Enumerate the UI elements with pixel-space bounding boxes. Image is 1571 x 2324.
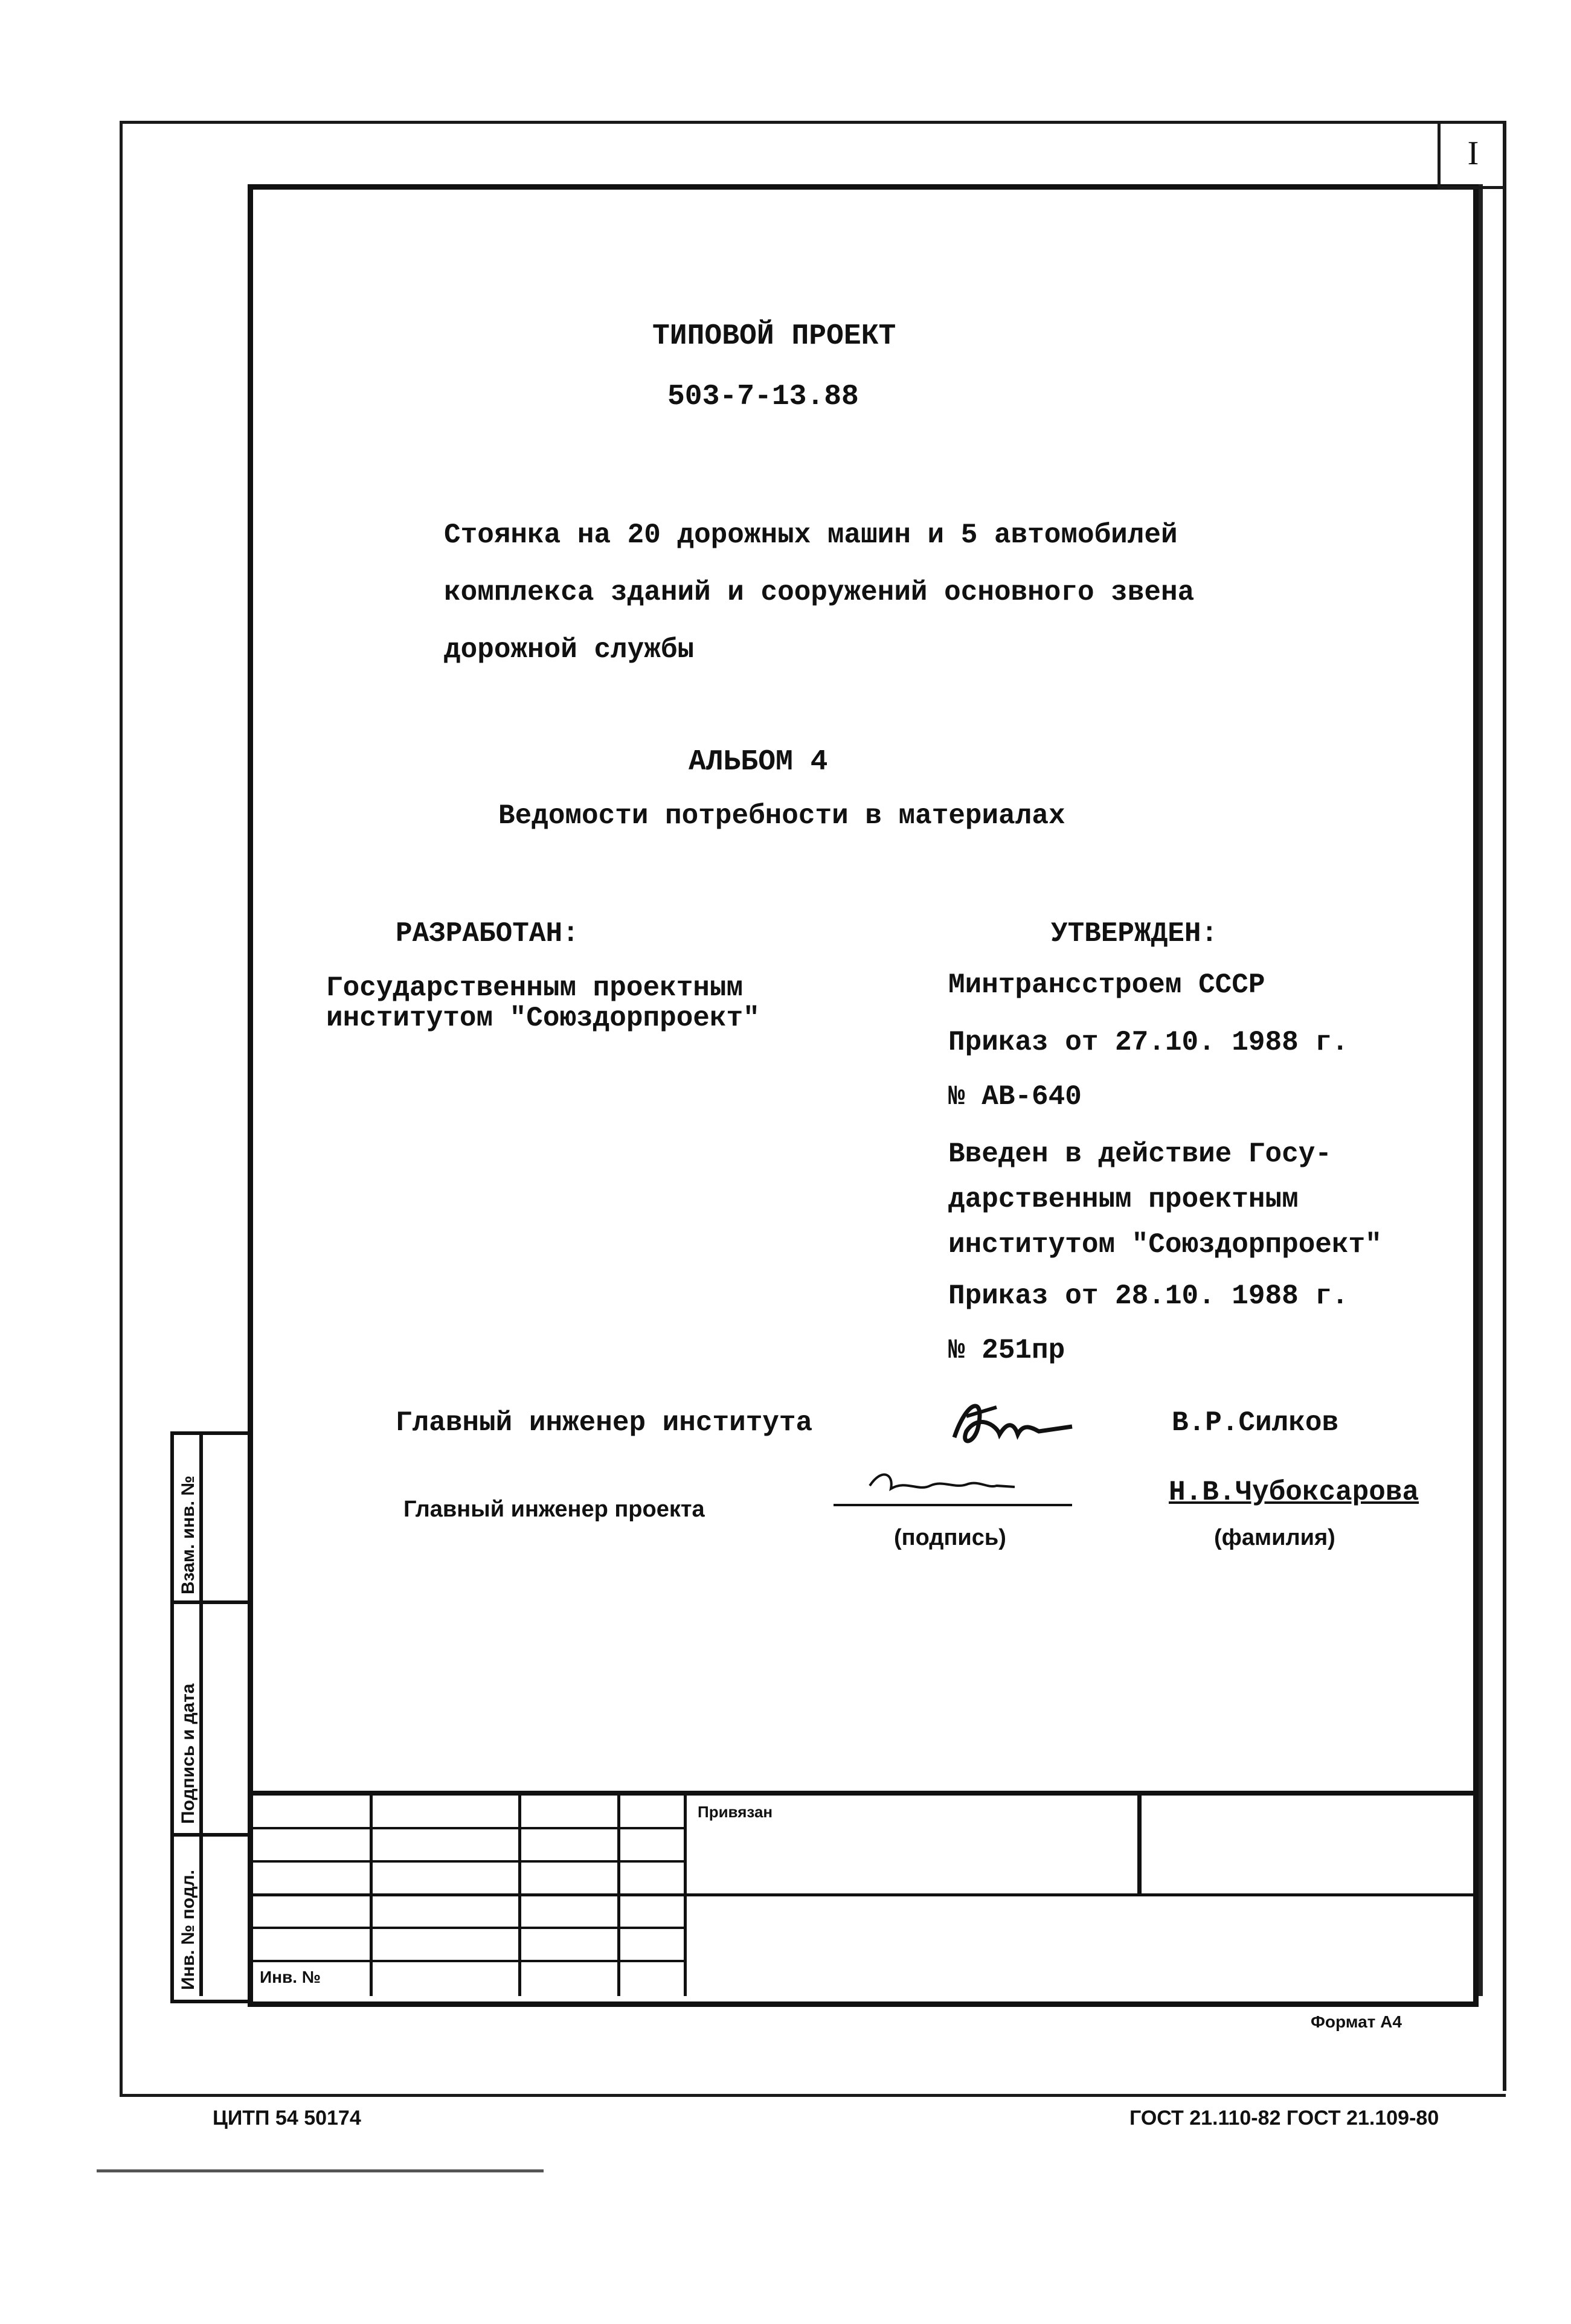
title-block-inv-no: Инв. № <box>260 1968 321 1986</box>
album-subtitle: Ведомости потребности в материалах <box>498 800 1065 832</box>
drawing-frame-inner-edge <box>1479 184 1483 1996</box>
title-line-2: комплекса зданий и сооружений основного звена <box>444 577 1195 608</box>
outer-frame-right-edge <box>1503 121 1506 2091</box>
footer-right: ГОСТ 21.110-82 ГОСТ 21.109-80 <box>1129 2107 1439 2130</box>
approved-line-6: институтом "Союздорпроект" <box>948 1229 1382 1260</box>
approved-line-4: Введен в действие Госу- <box>948 1138 1332 1170</box>
signature-chuboksarova <box>834 1462 1075 1516</box>
surname-caption: (фамилия) <box>1214 1525 1335 1550</box>
title-block-row <box>253 1893 1473 1896</box>
developed-line-2: институтом "Союздорпроект" <box>326 1003 760 1034</box>
project-type: ТИПОВОЙ ПРОЕКТ <box>652 320 896 353</box>
approved-line-1: Минтрансстроем СССР <box>948 969 1265 1001</box>
title-line-1: Стоянка на 20 дорожных машин и 5 автомобилей <box>444 519 1178 551</box>
chief-engineer-project-label: Главный инженер проекта <box>403 1497 705 1522</box>
title-block-col <box>1137 1791 1142 1893</box>
side-stamp-divider <box>199 1431 203 1996</box>
approved-line-2: Приказ от 27.10. 1988 г. <box>948 1027 1349 1058</box>
signature-silkov <box>942 1389 1099 1456</box>
format-label: Формат А4 <box>1311 2012 1402 2031</box>
approved-line-7: Приказ от 28.10. 1988 г. <box>948 1280 1349 1312</box>
side-stamp-signature-date: Подпись и дата <box>178 1683 198 1824</box>
title-block-row <box>253 1827 685 1829</box>
title-block-top-border <box>253 1791 1473 1796</box>
scan-artifact-line <box>97 2169 544 2172</box>
sheet-number: I <box>1438 121 1506 189</box>
title-line-3: дорожной службы <box>444 634 695 666</box>
side-stamp-original-inv: Инв. № подл. <box>178 1869 198 1990</box>
developed-line-1: Государственным проектным <box>326 972 744 1004</box>
drawing-frame <box>248 184 1479 2007</box>
title-block-row <box>253 1960 685 1962</box>
chief-engineer-institute-name: В.Р.Силков <box>1172 1407 1339 1439</box>
footer-left: ЦИТП 54 50174 <box>213 2107 361 2130</box>
title-block-linked: Привязан <box>698 1803 773 1821</box>
approved-line-5: дарственным проектным <box>948 1184 1299 1215</box>
signature-caption: (подпись) <box>894 1525 1006 1550</box>
side-stamp-replaced-inv: Взам. инв. № <box>178 1475 198 1594</box>
title-block-row <box>253 1927 685 1929</box>
side-stamp-row-divider <box>170 1833 248 1837</box>
developed-heading: РАЗРАБОТАН: <box>396 918 579 949</box>
chief-engineer-project-name: Н.В.Чубоксарова <box>1169 1477 1419 1508</box>
album-label: АЛЬБОМ 4 <box>689 746 828 778</box>
approved-line-3: № АВ-640 <box>948 1081 1082 1112</box>
side-stamp-row-divider <box>170 1600 248 1604</box>
project-number: 503-7-13.88 <box>667 380 859 413</box>
chief-engineer-institute-label: Главный инженер института <box>396 1407 813 1439</box>
title-block-row <box>253 1860 685 1863</box>
approved-heading: УТВЕРЖДЕН: <box>1051 918 1218 949</box>
approved-line-8: № 251пр <box>948 1335 1065 1366</box>
